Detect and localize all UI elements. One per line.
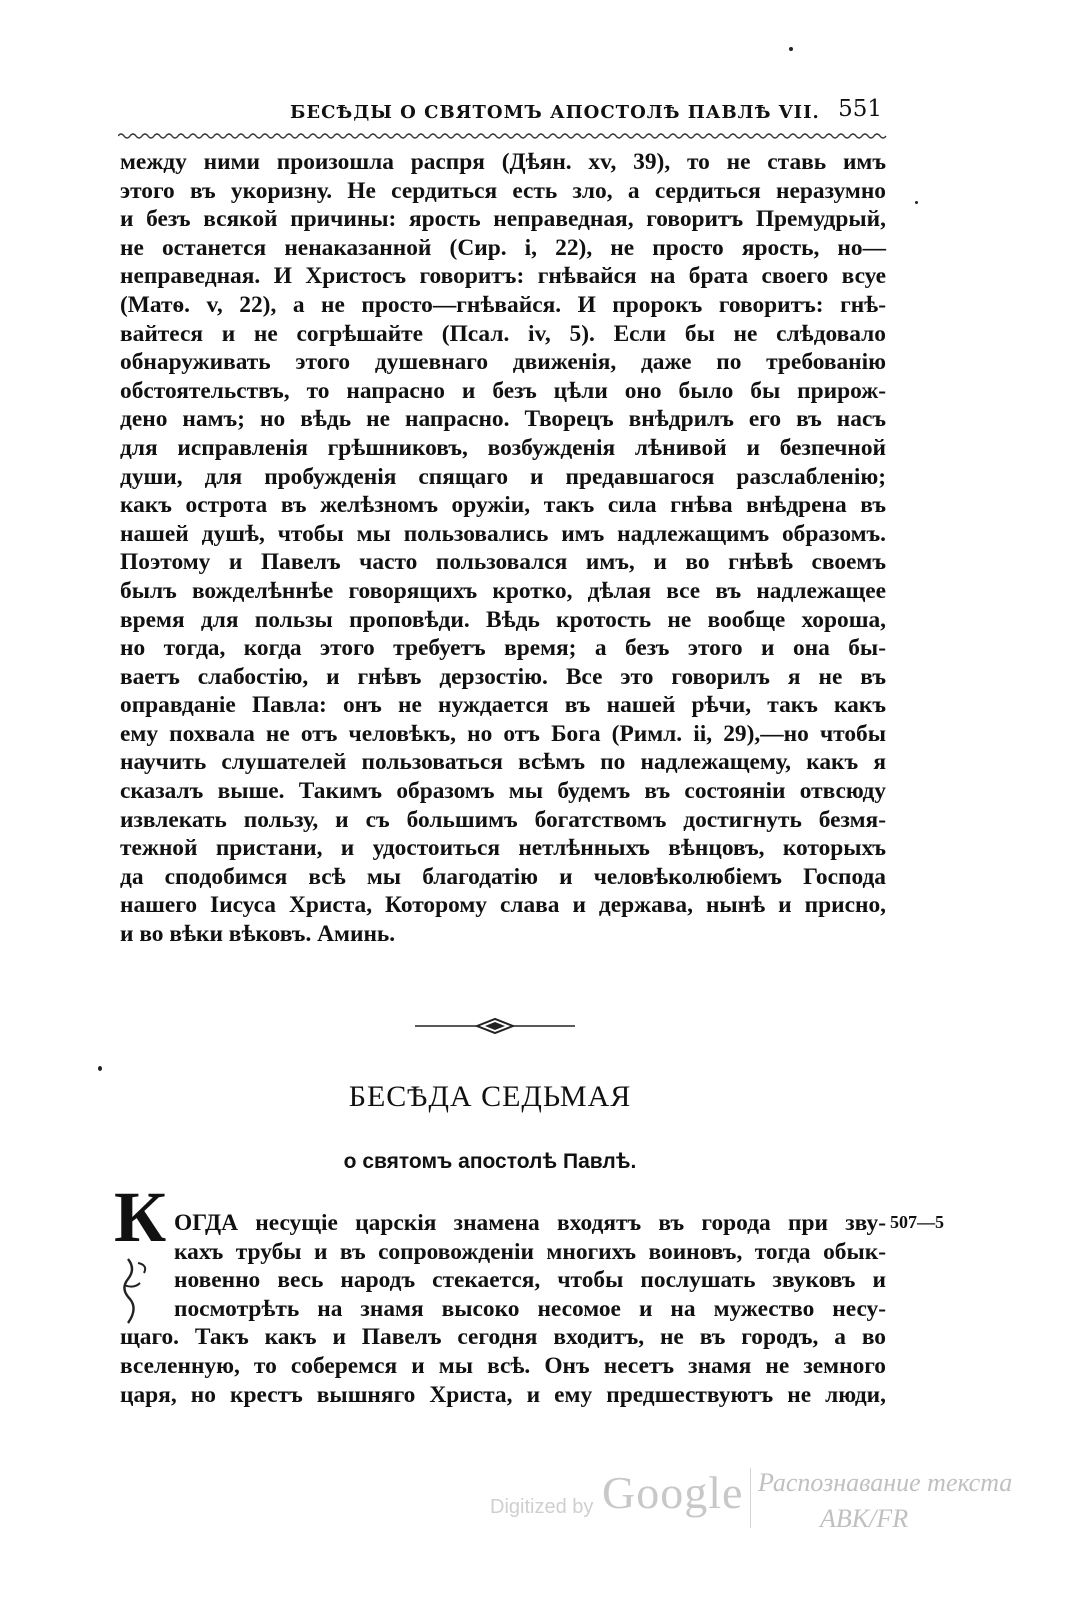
- text-line: вселенную, то соберемся и мы всѣ. Онъ несетъ знамя не земного: [120, 1352, 886, 1379]
- text-line: Поэтому и Павелъ часто пользовался имъ, и во гнѣвѣ своемъ: [120, 549, 886, 576]
- ink-speck: [915, 201, 918, 204]
- google-logo: Google: [602, 1467, 744, 1518]
- ocr-credit-initials: ABK/FR: [820, 1504, 909, 1533]
- text-line: оправданіе Павла: онъ не нуждается въ нашей рѣчи, такъ какъ: [120, 692, 886, 719]
- text-run: между ними произошла распря (Дѣян. xv, 39), то не ставь имъ: [120, 149, 886, 175]
- page-header: [120, 96, 890, 132]
- text-line: и безъ всякой причины: ярость неправедная, говоритъ Премудрый,: [120, 206, 886, 233]
- text-line: извлекать пользу, и съ большимъ богатствомъ достигнуть безмя-: [120, 806, 886, 833]
- text-line: сказалъ выше. Такимъ образомъ мы будемъ въ состояніи отвсюду: [120, 778, 886, 805]
- text-line: научить слушателей пользоваться всѣмъ по надлежащему, какъ я: [120, 749, 886, 776]
- text-line: но тогда, когда этого требуетъ время; а безъ этого и она бы-: [120, 635, 886, 662]
- dropcap-letter: К: [114, 1177, 167, 1257]
- text-line: ОГДА несущіе царскія знамена входятъ въ города при зву-: [174, 1210, 886, 1236]
- sermon-title: БЕСѢДА СЕДЬМАЯ: [348, 1080, 632, 1113]
- margin-reference: 507—5: [890, 1212, 944, 1232]
- ink-speck: [789, 47, 793, 51]
- text-line: вайтеся и не согрѣшайте (Псал. iv, 5). Если бы не слѣдовало: [120, 320, 886, 347]
- text-line: (Матѳ. v, 22), а не просто—гнѣвайся. И пророкъ говоритъ: гнѣ-: [120, 291, 886, 318]
- sermon-subtitle: о святомъ апостолѣ Павлѣ.: [343, 1150, 637, 1173]
- running-head: БЕСѢДЫ О СВЯТОМЪ АПОСТОЛѢ ПАВЛѢ VII.: [290, 102, 820, 123]
- text-line: ваетъ слабостію, и гнѣвъ дерзостію. Все это говорилъ я не въ: [120, 663, 886, 690]
- text-line: да сподобимся всѣ мы благодатію и человѣколюбіемъ Господа: [120, 863, 886, 890]
- ink-speck: [98, 1066, 102, 1071]
- text-line: тежной пристани, и удостоиться нетлѣнныхъ вѣнцовъ, которыхъ: [120, 835, 886, 862]
- text-line: время для пользы проповѣди. Вѣдь кротость не вообще хороша,: [120, 606, 886, 633]
- text-line: какъ острота въ желѣзномъ оружіи, такъ сила гнѣва внѣдрена въ: [120, 492, 886, 519]
- text-line: дено намъ; но вѣдь не напрасно. Творецъ внѣдрилъ его въ насъ: [120, 406, 886, 433]
- text-line: посмотрѣть на знамя высоко несомое и на мужество несу-: [174, 1295, 886, 1322]
- text-line: новенно весь народъ стекается, чтобы послушать звуковъ и: [174, 1267, 886, 1294]
- text-line: этого въ укоризну. Не сердиться есть зло, а сердиться неразумно: [120, 177, 886, 204]
- text-line: [120, 148, 886, 177]
- text-line: для исправленія грѣшниковъ, возбужденія лѣнивой и безпечной: [120, 434, 886, 461]
- text-line: души, для пробужденія спящаго и предавшагося разслабленію;: [120, 463, 886, 490]
- digitization-watermark: [480, 1462, 1040, 1542]
- text-line: не останется ненаказанной (Сир. i, 22), не просто ярость, но—: [120, 234, 886, 261]
- text-line: нашей душѣ, чтобы мы пользовались имъ надлежащимъ образомъ.: [120, 520, 886, 547]
- section-ornament: [415, 1016, 575, 1036]
- ocr-credit-line: Распознавание текста: [758, 1468, 1013, 1497]
- text-line: кахъ трубы и въ сопровожденіи многихъ воиновъ, тогда обык-: [174, 1238, 886, 1265]
- body-text: [120, 148, 886, 949]
- text-line: обнаруживать этого душевнаго движенія, даже по требованію: [120, 349, 886, 376]
- text-line: былъ вожделѣннѣе говорящихъ кротко, дѣлая все въ надлежащее: [120, 577, 886, 604]
- text-line: неправедная. И Христосъ говоритъ: гнѣвайся на брата своего всуе: [120, 263, 886, 290]
- page-number: 551: [838, 96, 882, 122]
- text-line: царя, но крестъ вышняго Христа, и ему предшествуютъ не люди,: [120, 1381, 886, 1408]
- watermark-divider: [750, 1468, 751, 1528]
- text-line: и во вѣки вѣковъ. Аминь.: [120, 921, 396, 948]
- sermon-text: [120, 1209, 886, 1409]
- text-line: обстоятельствъ, то напрасно и безъ цѣли оно было бы прирож-: [120, 377, 886, 404]
- text-line: щаго. Такъ какъ и Павелъ сегодня входитъ, не въ городъ, а во: [120, 1324, 886, 1351]
- digitized-by-label: Digitized by: [490, 1496, 594, 1518]
- wavy-rule-divider: [118, 130, 888, 142]
- text-line: ему похвала не отъ человѣкъ, но отъ Бога (Римл. ii, 29),—но чтобы: [120, 720, 886, 747]
- text-line: нашего Іисуса Христа, Которому слава и держава, нынѣ и присно,: [120, 892, 886, 919]
